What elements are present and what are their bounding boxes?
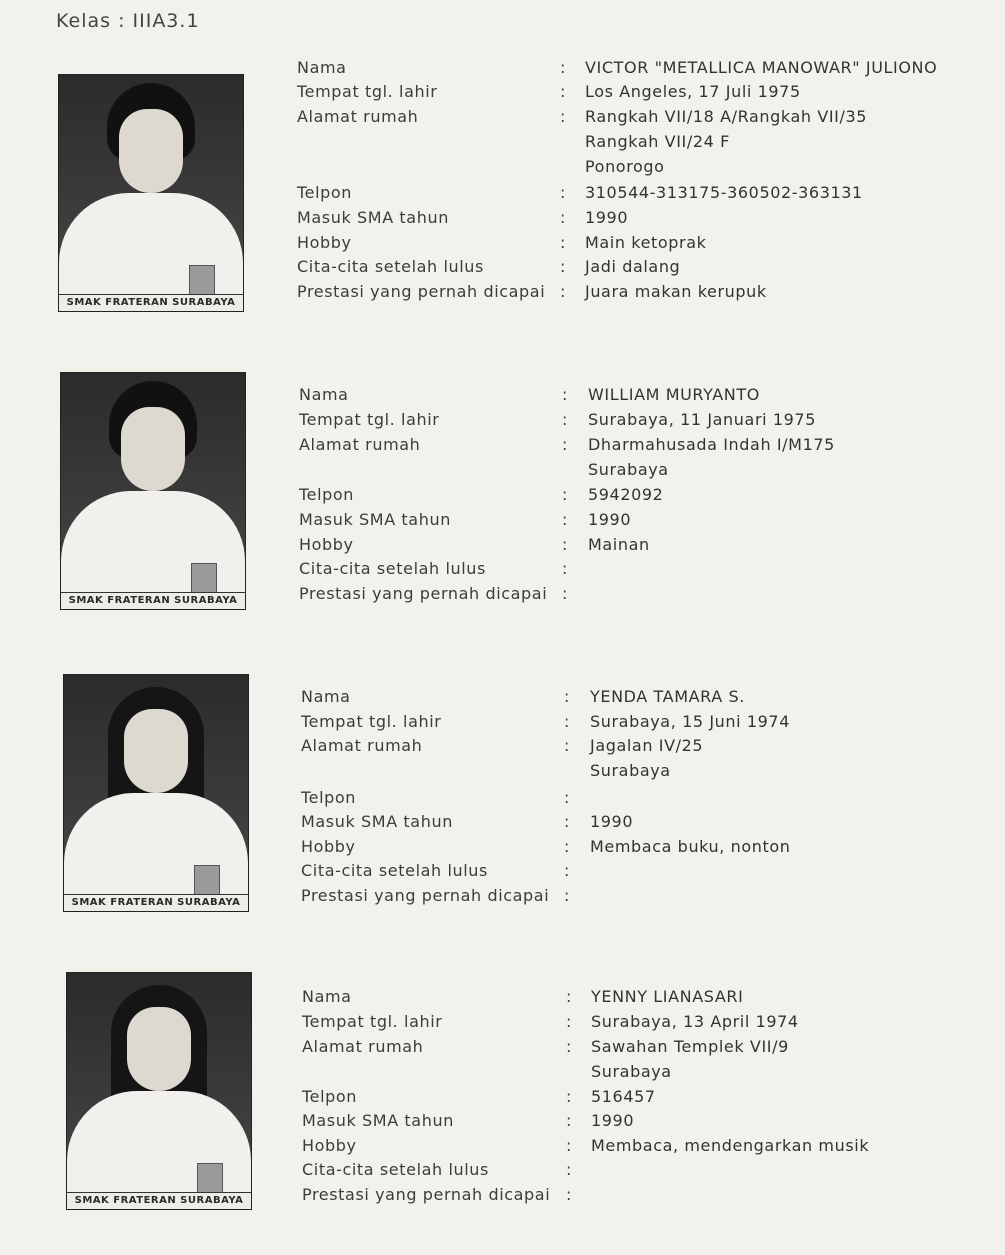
field-colon: : — [560, 282, 566, 301]
school-badge-icon — [191, 563, 217, 595]
field-label-masuk: Masuk SMA tahun — [301, 812, 453, 831]
field-colon: : — [562, 385, 568, 404]
field-value-alamat: Rangkah VII/18 A/Rangkah VII/35 — [585, 107, 868, 126]
field-label-ttl: Tempat tgl. lahir — [302, 1012, 443, 1031]
field-colon: : — [566, 987, 572, 1006]
field-label-telpon: Telpon — [299, 485, 355, 504]
field-colon: : — [560, 183, 566, 202]
field-label-alamat: Alamat rumah — [301, 736, 423, 755]
photo-caption: SMAK FRATERAN SURABAYA — [61, 592, 245, 609]
field-value-masuk: 1990 — [591, 1111, 635, 1130]
student-entry — [0, 972, 1005, 1232]
field-colon: : — [564, 837, 570, 856]
field-colon: : — [562, 535, 568, 554]
field-label-masuk: Masuk SMA tahun — [302, 1111, 454, 1130]
field-colon: : — [562, 410, 568, 429]
face-shape — [119, 109, 183, 193]
field-label-nama: Nama — [297, 58, 347, 77]
field-label-masuk: Masuk SMA tahun — [299, 510, 451, 529]
photo-caption: SMAK FRATERAN SURABAYA — [67, 1192, 251, 1209]
field-colon: : — [562, 485, 568, 504]
field-colon: : — [562, 510, 568, 529]
field-value-masuk: 1990 — [590, 812, 634, 831]
field-value-alamat: Surabaya — [588, 460, 669, 479]
field-value-alamat: Rangkah VII/24 F — [585, 132, 730, 151]
field-colon: : — [560, 82, 566, 101]
field-label-telpon: Telpon — [302, 1087, 358, 1106]
field-value-ttl: Los Angeles, 17 Juli 1975 — [585, 82, 801, 101]
field-label-alamat: Alamat rumah — [299, 435, 421, 454]
field-value-telpon: 310544-313175-360502-363131 — [585, 183, 863, 202]
field-label-alamat: Alamat rumah — [302, 1037, 424, 1056]
field-label-prestasi: Prestasi yang pernah dicapai — [301, 886, 550, 905]
field-colon: : — [564, 861, 570, 880]
field-value-nama: YENDA TAMARA S. — [590, 687, 745, 706]
face-shape — [127, 1007, 191, 1091]
field-label-masuk: Masuk SMA tahun — [297, 208, 449, 227]
student-photo — [58, 74, 244, 312]
field-label-cita: Cita-cita setelah lulus — [301, 861, 488, 880]
field-colon: : — [566, 1012, 572, 1031]
student-photo — [60, 372, 246, 610]
field-value-nama: YENNY LIANASARI — [591, 987, 744, 1006]
field-colon: : — [566, 1136, 572, 1155]
photo-caption: SMAK FRATERAN SURABAYA — [59, 294, 243, 311]
field-label-hobby: Hobby — [302, 1136, 357, 1155]
field-value-ttl: Surabaya, 15 Juni 1974 — [590, 712, 790, 731]
field-label-hobby: Hobby — [297, 233, 352, 252]
field-colon: : — [562, 435, 568, 454]
field-value-prestasi: Juara makan kerupuk — [585, 282, 767, 301]
field-label-cita: Cita-cita setelah lulus — [297, 257, 484, 276]
field-colon: : — [560, 107, 566, 126]
field-label-hobby: Hobby — [299, 535, 354, 554]
field-colon: : — [564, 736, 570, 755]
field-value-ttl: Surabaya, 11 Januari 1975 — [588, 410, 816, 429]
field-label-alamat: Alamat rumah — [297, 107, 419, 126]
field-colon: : — [566, 1160, 572, 1179]
field-value-hobby: Main ketoprak — [585, 233, 707, 252]
field-colon: : — [564, 788, 570, 807]
student-entry — [0, 58, 1005, 318]
field-value-hobby: Mainan — [588, 535, 650, 554]
field-colon: : — [564, 886, 570, 905]
field-value-alamat: Dharmahusada Indah I/M175 — [588, 435, 835, 454]
field-label-prestasi: Prestasi yang pernah dicapai — [302, 1185, 551, 1204]
field-colon: : — [564, 712, 570, 731]
school-badge-icon — [197, 1163, 223, 1195]
field-colon: : — [566, 1087, 572, 1106]
field-colon: : — [564, 687, 570, 706]
field-value-ttl: Surabaya, 13 April 1974 — [591, 1012, 799, 1031]
field-label-ttl: Tempat tgl. lahir — [301, 712, 442, 731]
student-photo — [63, 674, 249, 912]
school-badge-icon — [194, 865, 220, 897]
field-value-telpon: 516457 — [591, 1087, 656, 1106]
school-badge-icon — [189, 265, 215, 297]
field-colon: : — [566, 1037, 572, 1056]
field-value-telpon: 5942092 — [588, 485, 664, 504]
field-label-nama: Nama — [301, 687, 351, 706]
student-entry — [0, 372, 1005, 632]
field-colon: : — [560, 58, 566, 77]
field-value-masuk: 1990 — [588, 510, 632, 529]
field-colon: : — [564, 812, 570, 831]
field-label-prestasi: Prestasi yang pernah dicapai — [299, 584, 548, 603]
field-value-hobby: Membaca buku, nonton — [590, 837, 791, 856]
field-label-telpon: Telpon — [301, 788, 357, 807]
photo-caption: SMAK FRATERAN SURABAYA — [64, 894, 248, 911]
field-value-alamat: Surabaya — [590, 761, 671, 780]
field-value-nama: WILLIAM MURYANTO — [588, 385, 760, 404]
field-label-ttl: Tempat tgl. lahir — [297, 82, 438, 101]
field-value-alamat: Jagalan IV/25 — [590, 736, 704, 755]
field-colon: : — [566, 1111, 572, 1130]
field-colon: : — [560, 208, 566, 227]
field-label-prestasi: Prestasi yang pernah dicapai — [297, 282, 546, 301]
field-colon: : — [562, 584, 568, 603]
field-value-cita: Jadi dalang — [585, 257, 681, 276]
student-photo — [66, 972, 252, 1210]
field-colon: : — [560, 233, 566, 252]
field-label-telpon: Telpon — [297, 183, 353, 202]
field-label-cita: Cita-cita setelah lulus — [299, 559, 486, 578]
field-label-cita: Cita-cita setelah lulus — [302, 1160, 489, 1179]
field-label-hobby: Hobby — [301, 837, 356, 856]
field-value-alamat: Sawahan Templek VII/9 — [591, 1037, 789, 1056]
field-colon: : — [560, 257, 566, 276]
student-entry — [0, 674, 1005, 934]
field-colon: : — [562, 559, 568, 578]
face-shape — [124, 709, 188, 793]
field-value-alamat: Ponorogo — [585, 157, 665, 176]
field-label-nama: Nama — [299, 385, 349, 404]
field-value-masuk: 1990 — [585, 208, 629, 227]
field-value-nama: VICTOR "METALLICA MANOWAR" JULIONO — [585, 58, 938, 77]
field-label-ttl: Tempat tgl. lahir — [299, 410, 440, 429]
face-shape — [121, 407, 185, 491]
field-colon: : — [566, 1185, 572, 1204]
field-value-alamat: Surabaya — [591, 1062, 672, 1081]
field-label-nama: Nama — [302, 987, 352, 1006]
class-label: Kelas : IIIA3.1 — [56, 10, 200, 32]
field-value-hobby: Membaca, mendengarkan musik — [591, 1136, 870, 1155]
